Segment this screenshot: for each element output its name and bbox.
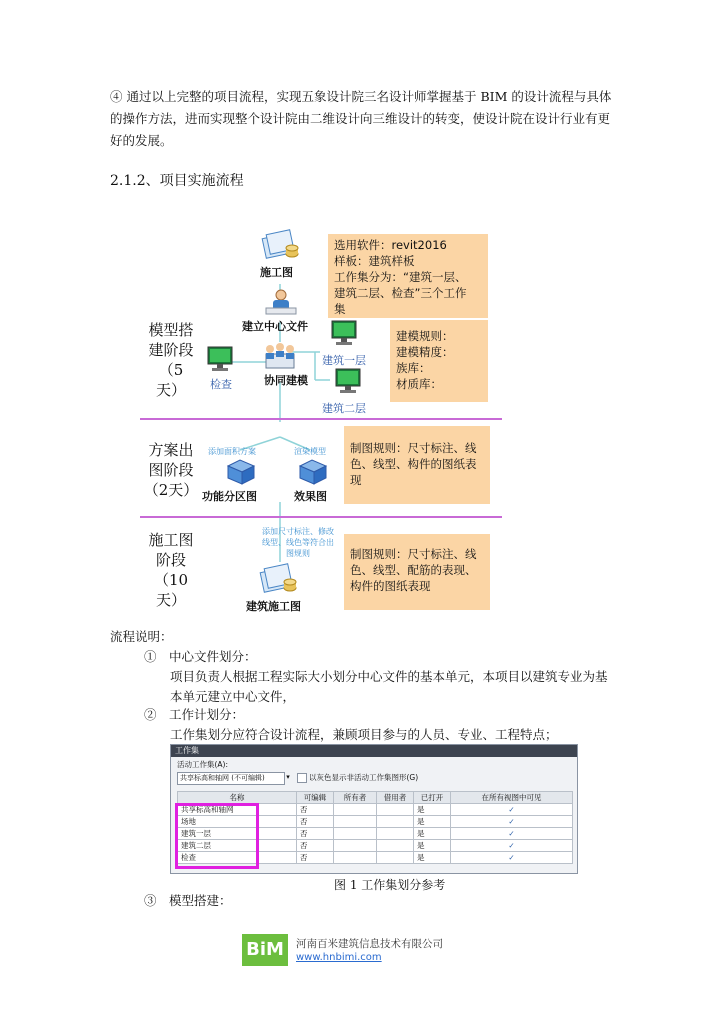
row-visible-checkbox[interactable]: ✓	[451, 840, 573, 852]
stage-scheme-l2: 图阶段	[148, 461, 194, 479]
company-url[interactable]: www.hnbimi.com	[296, 952, 382, 963]
intro-line-2: 的操作方法，进而实现整个设计院由二维设计向三维设计的转变，使设计院在设计行业有更	[110, 111, 611, 126]
box-rules-l1: 建模规则：	[396, 329, 454, 343]
gray-inactive-checkbox[interactable]	[297, 773, 307, 783]
row-opened[interactable]: 是	[414, 840, 451, 852]
label-render-model: 渲染模型	[294, 447, 326, 456]
row-owner	[334, 840, 377, 852]
node-collab: 协同建模	[264, 374, 308, 387]
info-box-draw-rules-2	[344, 534, 490, 610]
box-software-l4: 建筑二层、检查”三个工作	[334, 286, 467, 300]
node-effect: 效果图	[294, 490, 327, 503]
collaboration-icon	[258, 340, 302, 374]
stage-scheme-l1: 方案出	[148, 441, 194, 459]
row-borrower	[377, 816, 414, 828]
col-opened[interactable]: 已打开	[414, 792, 451, 804]
label-annot-3: 图规则	[286, 549, 310, 558]
row-editable[interactable]: 否	[297, 804, 334, 816]
row-borrower	[377, 852, 414, 864]
col-visible[interactable]: 在所有视图中可见	[451, 792, 573, 804]
row-editable[interactable]: 否	[297, 840, 334, 852]
table-header-row	[178, 792, 573, 804]
row-opened[interactable]: 是	[414, 828, 451, 840]
info-box-rules	[390, 320, 488, 402]
cube-stack-icon	[296, 458, 330, 488]
row-borrower	[377, 828, 414, 840]
stage-model-l2: 建阶段	[148, 341, 194, 359]
stage-model-l4: 天）	[155, 381, 186, 399]
active-workset-value: 共享标高和轴网 (不可编辑)	[180, 774, 265, 782]
box-rules-l2: 建模精度：	[396, 345, 454, 359]
section-heading: 2.1.2、项目实施流程	[110, 173, 244, 189]
flow-item1-l1: 项目负责人根据工程实际大小划分中心文件的基本单元，本项目以建筑专业为基	[170, 669, 608, 684]
row-borrower	[377, 840, 414, 852]
row-owner	[334, 852, 377, 864]
box-rules-l4: 材质库：	[396, 377, 442, 391]
stage-scheme-l3: （2天）	[143, 481, 199, 499]
row-owner	[334, 828, 377, 840]
row-owner	[334, 816, 377, 828]
box-software-l1: 选用软件：revit2016	[334, 238, 447, 252]
person-desk-icon	[264, 288, 298, 318]
active-workset-label: 活动工作集(A):	[177, 760, 229, 769]
node-func-zone: 功能分区图	[202, 490, 257, 503]
chevron-down-icon[interactable]: ▾	[286, 773, 290, 781]
box-software-l3: 工作集分为：“建筑一层、	[334, 270, 467, 284]
flow-title: 流程说明：	[110, 629, 173, 644]
box-software-l5: 集	[334, 302, 346, 316]
monitor-icon	[334, 368, 364, 394]
row-editable[interactable]: 否	[297, 828, 334, 840]
label-add-area: 添加面积方案	[208, 447, 256, 456]
row-visible-checkbox[interactable]: ✓	[451, 816, 573, 828]
flow-item3-head: ③ 模型搭建：	[144, 893, 232, 908]
cube-stack-icon	[224, 458, 258, 488]
row-editable[interactable]: 否	[297, 852, 334, 864]
worksets-title: 工作集	[171, 745, 577, 757]
col-name[interactable]: 名称	[178, 792, 297, 804]
node-floor1: 建筑一层	[322, 354, 366, 367]
intro-line-3: 好的发展。	[110, 133, 173, 148]
stage-construction-l1: 施工图	[148, 531, 194, 549]
box-software-l2: 样板：建筑样板	[334, 254, 415, 268]
label-annot-1: 添加尺寸标注、修改	[262, 527, 334, 536]
row-name: 建筑二层	[178, 840, 297, 852]
logo-text: BiM	[246, 939, 284, 960]
box-draw1-l2: 色、线型、构件的图纸表	[350, 457, 477, 471]
worksets-dialog	[170, 744, 578, 874]
highlight-box	[175, 803, 259, 869]
figure-caption: 图 1 工作集划分参考	[334, 878, 446, 892]
box-rules-l3: 族库：	[396, 361, 431, 375]
stage-model-l3: （5	[158, 361, 184, 379]
stage-construction-l2: 阶段	[155, 551, 186, 569]
node-construction: 建筑施工图	[246, 600, 301, 613]
box-draw2-l2: 色、线型、配筋的表现、	[350, 563, 477, 577]
node-central-file: 建立中心文件	[242, 320, 308, 333]
row-name: 共享标高和轴网	[178, 804, 297, 816]
monitor-icon	[206, 346, 236, 372]
info-box-software	[328, 234, 488, 318]
stage-model	[142, 320, 200, 400]
box-draw2-l3: 构件的图纸表现	[350, 579, 431, 593]
row-opened[interactable]: 是	[414, 804, 451, 816]
monitor-icon	[330, 320, 360, 346]
stage-divider-2	[140, 516, 502, 518]
row-name: 场地	[178, 816, 297, 828]
box-draw1-l3: 现	[350, 473, 362, 487]
document-stack-icon	[260, 226, 300, 262]
row-name: 检查	[178, 852, 297, 864]
active-workset-select[interactable]	[177, 772, 285, 785]
node-drawing: 施工图	[260, 266, 293, 279]
gray-inactive-label: 以灰色显示非活动工作集图形(G)	[309, 773, 419, 782]
col-borrower[interactable]: 借用者	[377, 792, 414, 804]
flow-item2-l1: 工作集划分应符合设计流程，兼顾项目参与的人员、专业、工程特点；	[170, 727, 558, 742]
row-opened[interactable]: 是	[414, 816, 451, 828]
row-visible-checkbox[interactable]: ✓	[451, 852, 573, 864]
stage-construction-l3: （10	[153, 571, 189, 589]
stage-construction	[142, 530, 200, 610]
stage-scheme	[142, 440, 200, 500]
row-owner	[334, 804, 377, 816]
info-box-draw-rules-1	[344, 426, 490, 504]
stage-model-l1: 模型搭	[148, 321, 194, 339]
stage-construction-l4: 天）	[155, 591, 186, 609]
col-editable[interactable]: 可编辑	[297, 792, 334, 804]
label-annot-2: 线型、线色等符合出	[262, 538, 334, 547]
company-name: 河南百米建筑信息技术有限公司	[296, 938, 443, 950]
row-name: 建筑一层	[178, 828, 297, 840]
row-editable[interactable]: 否	[297, 816, 334, 828]
stage-divider-1	[140, 418, 502, 420]
flow-item1-head: ① 中心文件划分：	[144, 649, 257, 664]
row-visible-checkbox[interactable]: ✓	[451, 804, 573, 816]
flow-diagram	[140, 222, 502, 620]
col-owner[interactable]: 所有者	[334, 792, 377, 804]
flow-item1-l2: 本单元建立中心文件，	[170, 689, 296, 704]
document-stack-icon	[258, 560, 298, 596]
row-visible-checkbox[interactable]: ✓	[451, 828, 573, 840]
intro-line-1: ④ 通过以上完整的项目流程，实现五象设计院三名设计师掌握基于 BIM 的设计流程与具体	[110, 89, 612, 104]
node-floor2: 建筑二层	[322, 402, 366, 415]
box-draw2-l1: 制图规则：尺寸标注、线	[350, 547, 477, 561]
row-borrower	[377, 804, 414, 816]
row-opened[interactable]: 是	[414, 852, 451, 864]
box-draw1-l1: 制图规则：尺寸标注、线	[350, 441, 477, 455]
node-check: 检查	[210, 378, 232, 391]
flow-item2-head: ② 工作计划分：	[144, 707, 245, 722]
company-logo	[242, 934, 288, 966]
